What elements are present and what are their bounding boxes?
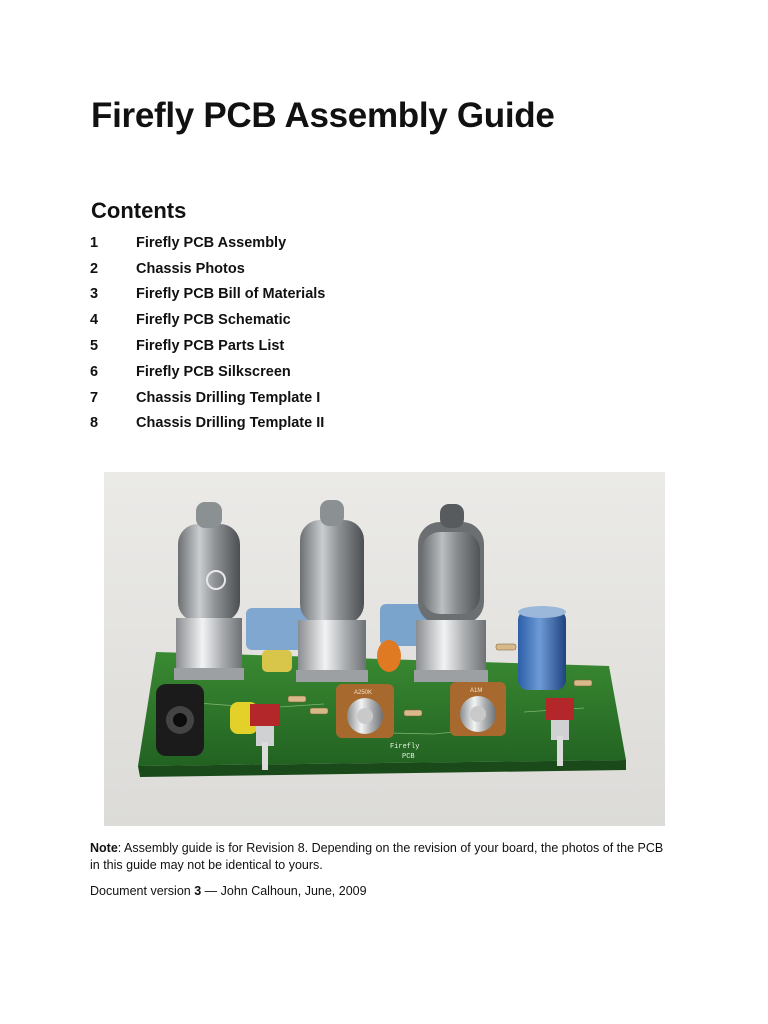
toc-item bbox=[90, 307, 325, 333]
toc-label: Chassis Drilling Template I bbox=[136, 389, 321, 406]
pot-label: A1M bbox=[470, 688, 483, 694]
toc-number: 2 bbox=[90, 260, 99, 277]
toc-label: Chassis Photos bbox=[136, 260, 245, 277]
toc-item bbox=[90, 333, 325, 359]
toc-item bbox=[90, 256, 325, 282]
audio-jack bbox=[156, 684, 204, 756]
note-label: Note bbox=[90, 841, 118, 855]
pcb-photo bbox=[104, 472, 665, 826]
toc-item bbox=[90, 385, 325, 411]
vacuum-tube-center bbox=[296, 500, 368, 682]
vacuum-tube-right bbox=[414, 504, 488, 682]
note-text: : Assembly guide is for Revision 8. Depending on the revision of your board, the photos of the PCB in this guide may not be identical to yours. bbox=[90, 841, 664, 872]
toc-number: 5 bbox=[90, 338, 99, 355]
potentiometer-right bbox=[450, 682, 506, 736]
version-suffix: — John Calhoun, June, 2009 bbox=[201, 884, 367, 898]
toc-label: Firefly PCB Assembly bbox=[136, 234, 287, 251]
toc-number: 6 bbox=[90, 363, 99, 380]
pcb-illustration bbox=[104, 472, 665, 826]
toc-item bbox=[90, 230, 325, 256]
toc-number: 4 bbox=[90, 312, 99, 329]
toc-number: 1 bbox=[90, 234, 99, 251]
toc-item bbox=[90, 282, 325, 308]
toc-label: Firefly PCB Schematic bbox=[136, 312, 291, 329]
electrolytic-capacitor bbox=[518, 606, 566, 690]
table-of-contents bbox=[90, 230, 325, 436]
version-number: 3 bbox=[194, 884, 202, 898]
toc-item bbox=[90, 359, 325, 385]
toc-number: 8 bbox=[90, 415, 99, 432]
potentiometer-left bbox=[336, 684, 394, 738]
toc-label: Firefly PCB Parts List bbox=[136, 338, 285, 355]
toc-label: Firefly PCB Bill of Materials bbox=[136, 286, 326, 303]
toc-item bbox=[90, 411, 325, 437]
toc-number: 3 bbox=[90, 286, 99, 303]
toc-label: Chassis Drilling Template II bbox=[136, 415, 325, 432]
document-version bbox=[90, 884, 367, 898]
contents-heading: Contents bbox=[91, 198, 187, 223]
assembly-note bbox=[90, 840, 675, 874]
board-label: PCB bbox=[402, 753, 415, 761]
toc-label: Firefly PCB Silkscreen bbox=[136, 363, 291, 380]
toc-number: 7 bbox=[90, 389, 99, 406]
document-title: Firefly PCB Assembly Guide bbox=[91, 96, 555, 135]
version-prefix: Document version bbox=[90, 884, 195, 898]
pot-label: A250K bbox=[354, 690, 373, 696]
orange-capacitor bbox=[377, 640, 401, 672]
board-label: Firefly bbox=[390, 743, 420, 751]
